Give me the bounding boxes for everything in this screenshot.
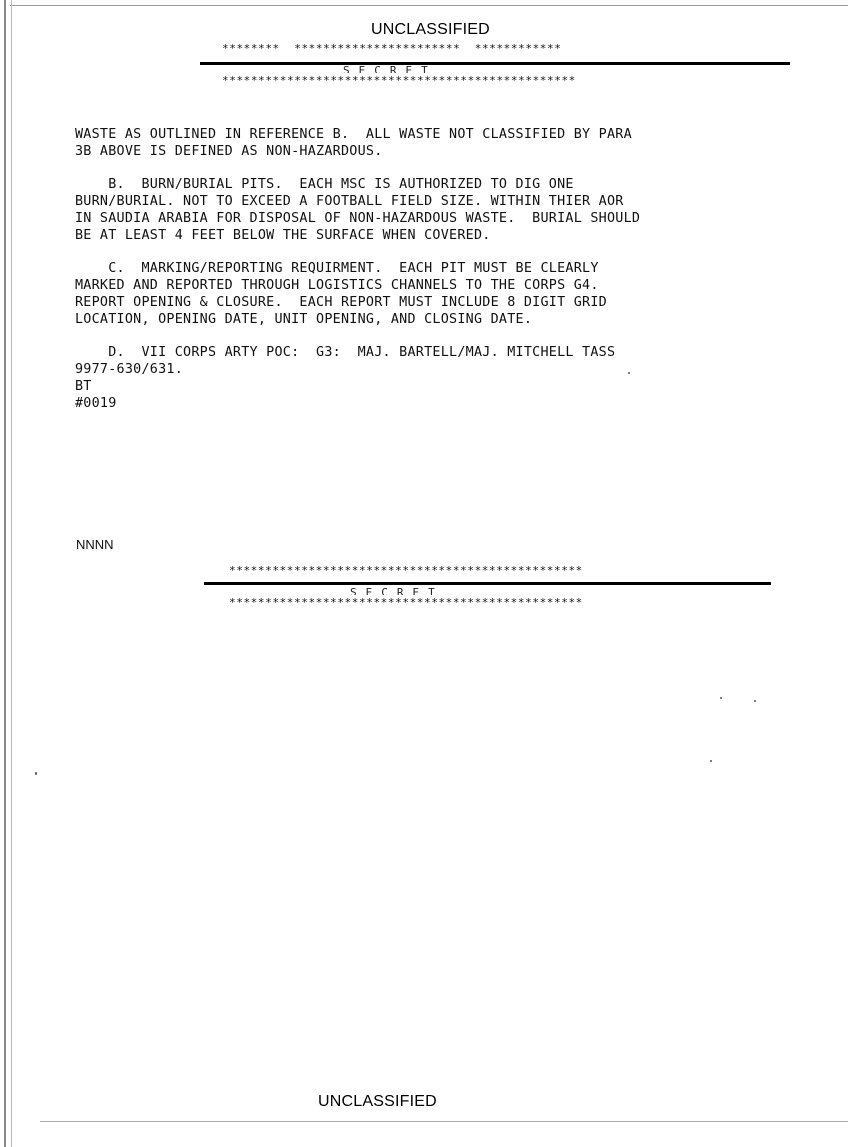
- footer-stars-bottom: *************************************************: [229, 596, 583, 609]
- header-stars-top: ******** *********************** ************: [222, 42, 562, 55]
- page-edge-left: [4, 0, 6, 1147]
- header-secret-banner: SECRET: [343, 66, 437, 73]
- paragraph-poc: D. VII CORPS ARTY POC: G3: MAJ. BARTELL/MAJ. MITCHELL TASS 9977-630/631.: [75, 345, 616, 377]
- paragraph-waste: WASTE AS OUTLINED IN REFERENCE B. ALL WASTE NOT CLASSIFIED BY PARA 3B ABOVE IS DEFINED AS NON-HAZARDOUS.: [75, 127, 632, 159]
- message-number: #0019: [75, 396, 117, 411]
- end-of-message-marker: NNNN: [76, 537, 114, 552]
- paragraph-burn-burial-pits: B. BURN/BURIAL PITS. EACH MSC IS AUTHORIZED TO DIG ONE BURN/BURIAL. NOT TO EXCEED A FOOTBALL FIELD SIZE. WITHIN THIER AOR IN SAUDIA ARABIA FOR DISPOSAL OF NON-HAZARDOUS WASTE. BURIAL SHOULD BE AT LEAST 4 FEET BELOW THE SURFACE WHEN COVERED.: [75, 177, 641, 243]
- scan-speck: [710, 760, 712, 762]
- page-edge-bottom: [40, 1121, 848, 1122]
- scan-speck: [754, 700, 756, 702]
- classification-footer: UNCLASSIFIED: [318, 1093, 437, 1110]
- paragraph-marking-reporting: C. MARKING/REPORTING REQUIRMENT. EACH PIT MUST BE CLEARLY MARKED AND REPORTED THROUGH LOGISTICS CHANNELS TO THE CORPS G4. REPORT OPENING & CLOSURE. EACH REPORT MUST INCLUDE 8 DIGIT GRID LOCATION, OPENING DATE, UNIT OPENING, AND CLOSING DATE.: [75, 261, 607, 327]
- page-edge-left-inner: [11, 0, 12, 1147]
- footer-rule: [204, 582, 771, 585]
- scan-speck: [628, 372, 630, 374]
- header-rule: [200, 62, 790, 65]
- scan-speck: [720, 697, 722, 699]
- page-edge-top: [10, 5, 848, 6]
- header-stars-bottom: *************************************************: [222, 74, 576, 87]
- break-marker: BT: [75, 379, 92, 394]
- classification-header: UNCLASSIFIED: [371, 21, 490, 38]
- message-body: [75, 126, 775, 412]
- footer-stars-top: *************************************************: [229, 564, 583, 577]
- scan-speck: [35, 772, 37, 775]
- footer-secret-banner: SECRET: [350, 588, 444, 595]
